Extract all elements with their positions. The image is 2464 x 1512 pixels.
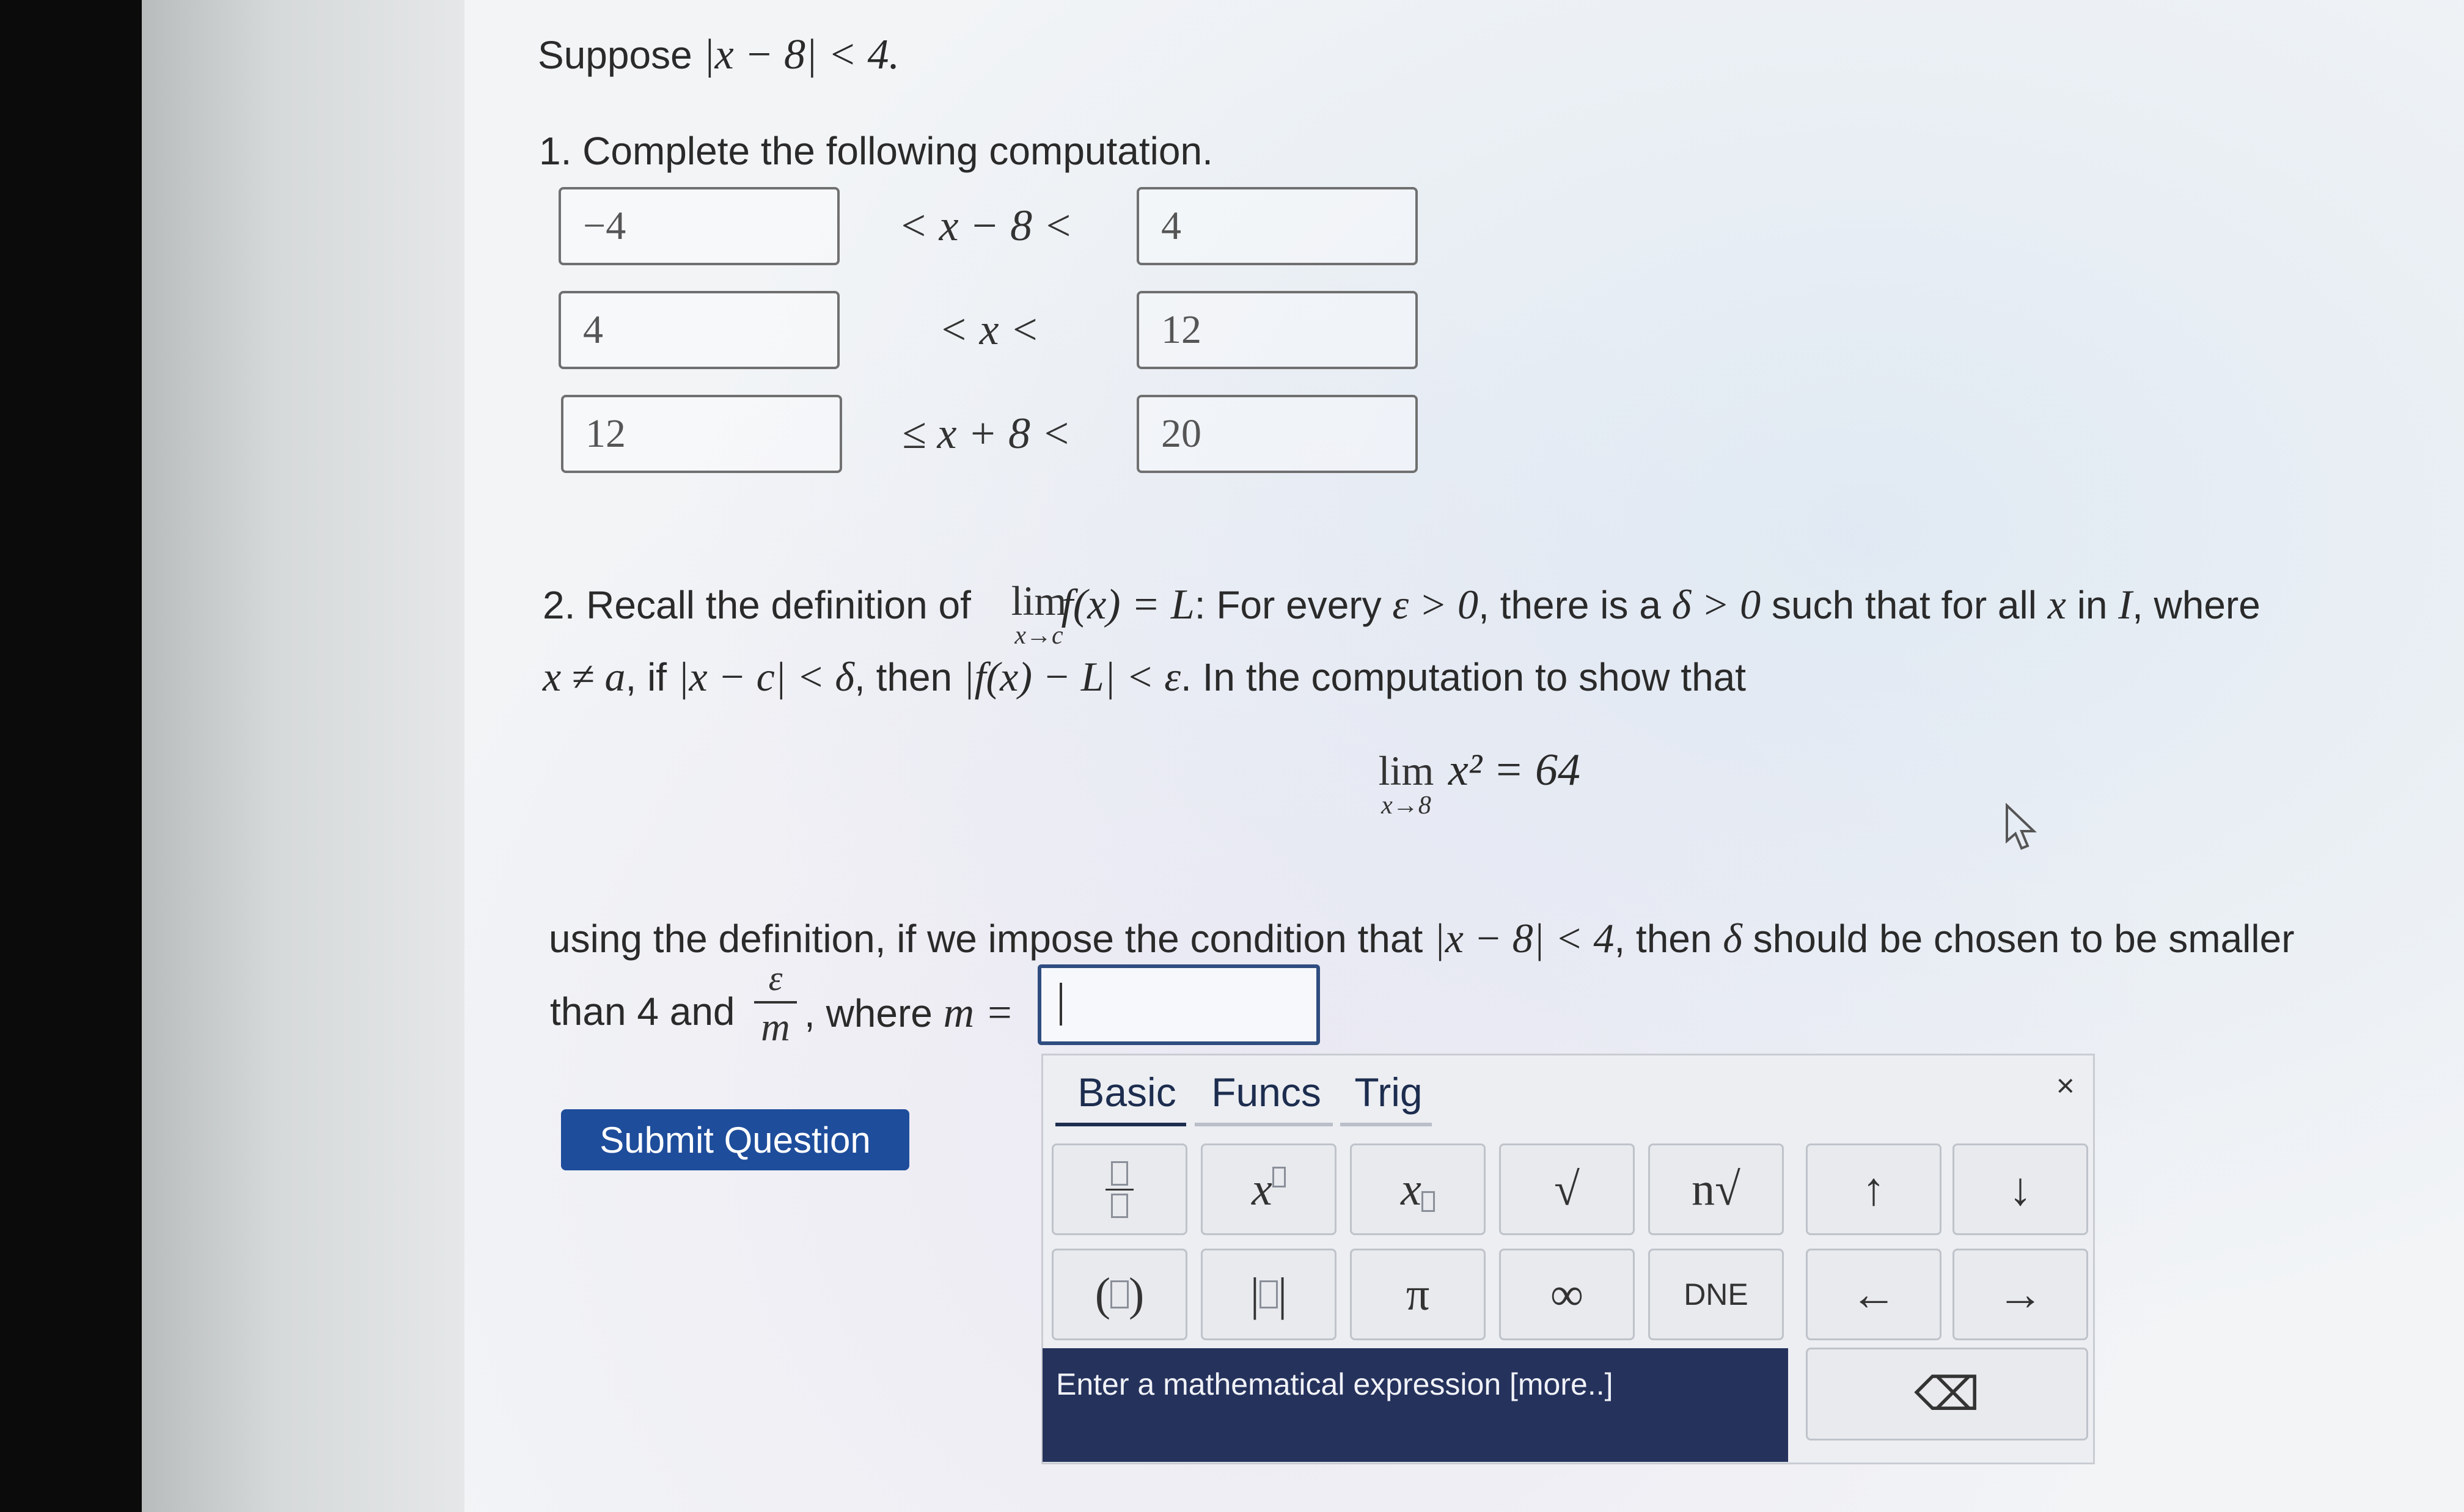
paren-open: (: [1094, 1268, 1110, 1320]
backspace-key[interactable]: [1806, 1348, 2088, 1440]
answer-box-row3-left[interactable]: 12: [561, 395, 842, 473]
subscript-base: x: [1401, 1163, 1421, 1215]
tab-basic[interactable]: Basic: [1077, 1070, 1176, 1115]
fraction-key[interactable]: [1052, 1143, 1187, 1235]
subscript-key[interactable]: [1350, 1143, 1486, 1235]
suppose-word: Suppose: [538, 33, 692, 77]
backspace-icon: ⌫: [1914, 1369, 1980, 1420]
left-panel: [142, 0, 477, 1512]
arrow-left-key[interactable]: [1806, 1249, 1942, 1340]
fraction-denominator-box: [1111, 1194, 1128, 1218]
close-icon[interactable]: ×: [2056, 1068, 2075, 1104]
part1-instruction: 1. Complete the following computation.: [539, 129, 1213, 173]
condition-then: , then: [1614, 917, 1712, 961]
infinity-key[interactable]: [1499, 1249, 1635, 1340]
fraction-numerator-box: [1111, 1161, 1128, 1186]
definition-such-that: such that for all: [1771, 583, 2037, 627]
mouse-cursor-icon: [2004, 803, 2041, 855]
suppose-math: |x − 8| < 4.: [703, 31, 900, 78]
inline-limit: [1002, 579, 1076, 649]
definition-for-every: : For every: [1194, 583, 1382, 627]
answer-box-row1-right[interactable]: 4: [1137, 187, 1418, 265]
definition-in: in: [2077, 583, 2108, 627]
inequality-row2-text: < x <: [939, 305, 1040, 354]
frac-numerator: ε: [768, 958, 783, 998]
abs-bar-right: |: [1278, 1268, 1288, 1320]
where-text: , where: [804, 991, 933, 1035]
condition-smaller: should be chosen to be smaller: [1753, 917, 2295, 961]
display-lim-subscript: x→8: [1381, 791, 1431, 820]
arrow-left-icon: ←: [1850, 1268, 1897, 1320]
dne-key[interactable]: [1648, 1249, 1784, 1340]
arrow-down-icon: ↓: [2009, 1163, 2032, 1215]
tab-funcs[interactable]: Funcs: [1211, 1070, 1321, 1115]
inequality-row1: [898, 200, 1073, 251]
condition-text: using the definition, if we impose the condition that: [549, 917, 1423, 961]
display-lim-word: lim: [1378, 747, 1434, 794]
m-equals: m =: [943, 989, 1014, 1037]
pi-key[interactable]: [1350, 1249, 1486, 1340]
definition-abs-delta: |x − c| < δ: [677, 653, 854, 700]
text-caret: [1060, 983, 1062, 1026]
arrow-right-key[interactable]: [1953, 1249, 2088, 1340]
display-expression: x² = 64: [1448, 745, 1580, 795]
inline-lim-word: lim: [1011, 578, 1067, 624]
parentheses-key[interactable]: [1052, 1249, 1187, 1340]
answer-box-row2-right[interactable]: 12: [1137, 291, 1418, 369]
hint-text[interactable]: Enter a mathematical expression [more..]: [1056, 1367, 1613, 1401]
arrow-up-icon: ↑: [1862, 1163, 1885, 1215]
definition-epsilon: ε > 0: [1392, 581, 1479, 628]
answer-box-row2-left[interactable]: 4: [559, 291, 840, 369]
arrow-up-key[interactable]: [1806, 1143, 1942, 1235]
superscript-box-icon: [1272, 1167, 1286, 1187]
definition-if: , if: [625, 655, 667, 699]
definition-delta: δ > 0: [1671, 581, 1761, 628]
where-m: [804, 989, 1014, 1038]
pi-icon: π: [1406, 1268, 1430, 1320]
paren-box-icon: [1110, 1280, 1129, 1308]
power-key[interactable]: [1201, 1143, 1336, 1235]
epsilon-over-m: [754, 960, 797, 1048]
nth-root-key[interactable]: [1648, 1143, 1784, 1235]
display-limit: [1366, 749, 1446, 819]
m-answer-input[interactable]: [1038, 964, 1320, 1045]
definition-x: x: [2047, 581, 2066, 628]
answer-box-row1-left[interactable]: −4: [559, 187, 840, 265]
definition-there-is: , there is a: [1478, 583, 1661, 627]
fraction-icon-bar: [1106, 1189, 1134, 1191]
abs-box-icon: [1260, 1280, 1278, 1308]
condition-abs: |x − 8| < 4: [1434, 915, 1615, 961]
definition-intro: 2. Recall the definition of: [543, 583, 971, 627]
tab-funcs-underline: [1195, 1123, 1333, 1126]
condition-delta: δ: [1723, 915, 1742, 961]
subscript-box-icon: [1421, 1191, 1435, 1212]
inequality-row3: [902, 408, 1071, 459]
sqrt-key[interactable]: [1499, 1143, 1635, 1235]
definition-where: , where: [2132, 583, 2260, 627]
inline-lim-subscript: x→c: [1014, 622, 1063, 650]
tab-trig[interactable]: Trig: [1354, 1070, 1423, 1115]
definition-then: , then: [854, 655, 953, 699]
infinity-icon: ∞: [1550, 1268, 1584, 1320]
definition-interval: I: [2118, 581, 2132, 628]
dne-label: DNE: [1684, 1277, 1748, 1312]
frac-bar: [754, 1001, 797, 1004]
frac-denominator: m: [761, 1005, 790, 1049]
condition-line: [549, 914, 2295, 963]
submit-question-button[interactable]: Submit Question: [561, 1109, 909, 1170]
definition-abs-epsilon: |f(x) − L| < ε: [963, 653, 1181, 700]
than-4-and: than 4 and: [550, 989, 735, 1033]
than-line: [550, 989, 735, 1034]
expression-hint: [1043, 1348, 1788, 1462]
power-base: x: [1252, 1163, 1272, 1215]
inequality-row2: [939, 304, 1040, 355]
paren-close: ): [1129, 1268, 1145, 1320]
definition-x-neq-a: x ≠ a: [543, 653, 626, 700]
sqrt-icon: √: [1554, 1163, 1580, 1215]
absolute-value-key[interactable]: [1201, 1249, 1336, 1340]
arrow-right-icon: →: [1997, 1268, 2044, 1320]
tab-trig-underline: [1340, 1123, 1432, 1126]
definition-line2: [543, 653, 1746, 701]
tab-basic-underline: [1055, 1123, 1186, 1126]
fraction-icon: [1106, 1161, 1134, 1218]
definition-fx: f(x) = L: [1061, 581, 1195, 628]
inequality-row1-text: < x − 8 <: [898, 201, 1073, 250]
answer-box-row3-right[interactable]: 20: [1137, 395, 1418, 473]
problem-statement: [538, 31, 900, 79]
arrow-down-key[interactable]: [1953, 1143, 2088, 1235]
definition-computation: . In the computation to show that: [1181, 655, 1747, 699]
definition-line1: [543, 578, 2260, 629]
abs-bar-left: |: [1250, 1268, 1260, 1320]
nth-root-icon: n√: [1692, 1163, 1740, 1215]
inequality-row3-text: ≤ x + 8 <: [902, 409, 1071, 458]
